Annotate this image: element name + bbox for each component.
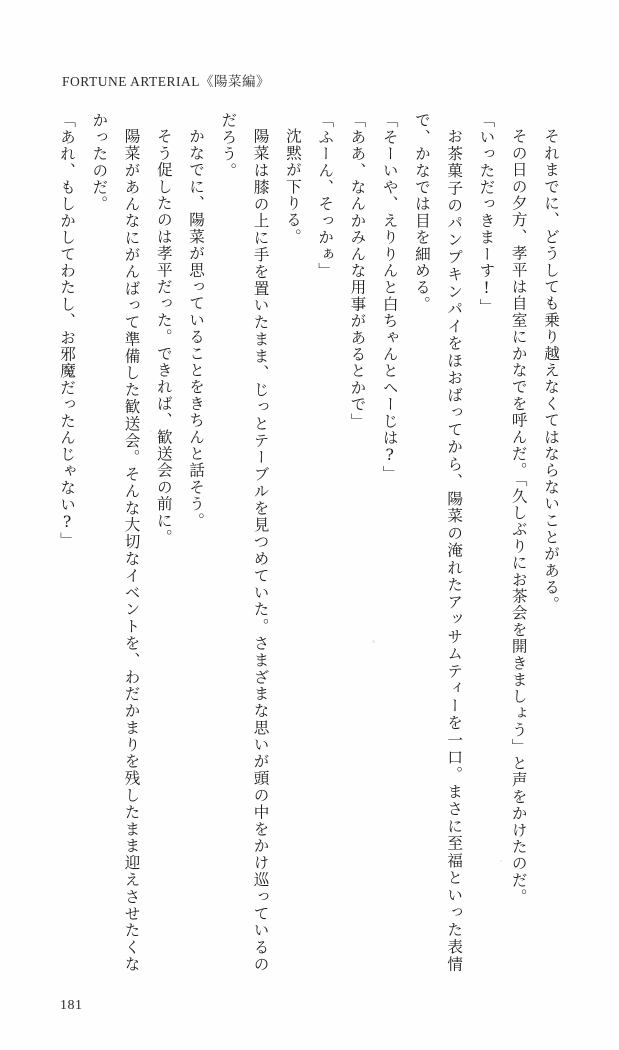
body-text-vertical: [58, 112, 567, 972]
body-paragraph: かなでに、陽菜が思っていることをきちんと話そう。: [187, 127, 206, 529]
page-number: 181: [60, 998, 83, 1013]
body-paragraph: その日の夕方、孝平は自室にかなでを呼んだ。「久しぶりにお茶会を開きましょう」と声をかけたのだ。: [509, 127, 528, 905]
paper-speck: [150, 430, 152, 432]
body-paragraph: 「あれ、もしかしてわたし、お邪魔だったんじゃない?」: [58, 112, 77, 549]
body-paragraph: 「そーいや、えりりんと白ちゃんとヘーじは?」: [380, 112, 399, 482]
running-head: FORTUNE ARTERIAL《陽菜編》: [62, 74, 271, 89]
body-paragraph: 「いっただっきまーす!」: [477, 112, 496, 315]
body-paragraph: 陽菜があんなにがんばって準備した歓送会。そんな大切なイベントを、わだかまりを残したまま迎えさせたくなかったのだ。: [90, 112, 141, 972]
body-paragraph: 「ふーん、そっかぁ」: [316, 112, 335, 279]
paper-speck: [500, 860, 502, 862]
body-paragraph: 陽菜は膝の上に手を置いたまま、じっとテーブルを見つめていた。さまざまな思いが頭の中をかけ巡っているのだろう。: [219, 112, 270, 972]
body-paragraph: 沈黙が下りる。: [283, 127, 302, 245]
body-paragraph: それまでに、どうしても乗り越えなくてはならないことがある。: [542, 127, 560, 612]
body-paragraph: 「ああ、なんかみんな用事があるとかで」: [348, 112, 367, 430]
body-paragraph: そう促したのは孝平だった。できれば、歓送会の前に。: [154, 127, 173, 546]
body-paragraph: お茶菓子のパンプキンパイをほおばってから、陽菜の淹れたアッサムティーを一口。まさに至福といった表情で、かなでは目を細める。: [412, 112, 464, 972]
paper-speck: [372, 640, 375, 643]
